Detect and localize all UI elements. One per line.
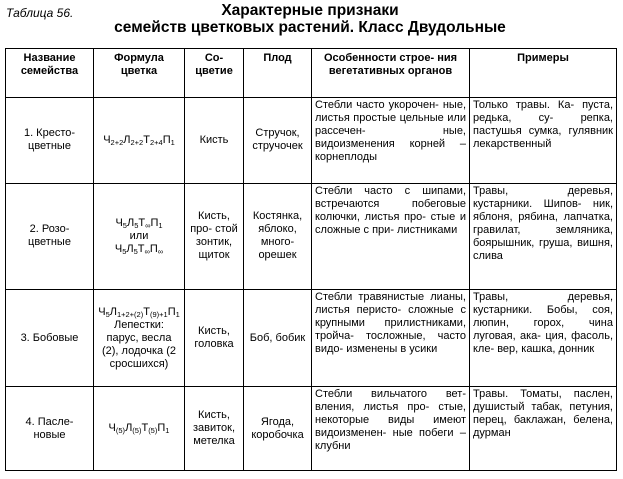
table-row [6, 387, 617, 471]
family-name: 1. Кресто- цветные [6, 98, 94, 184]
header-inflorescence: Со- цветие [185, 49, 244, 98]
inflorescence: Кисть, головка [185, 290, 244, 387]
family-name: 3. Бобовые [6, 290, 94, 387]
table-row [6, 290, 617, 387]
inflorescence: Кисть, про- стой зонтик, щиток [185, 183, 244, 289]
petals-note: Лепестки: парус, весла (2), лодочка (2 сросшихся) [101, 318, 176, 370]
flower-formula: $Ч_{2+2}Л_{2+2}Т_{2+4}П_1$ [94, 98, 185, 184]
header-name: Название семейства [6, 49, 94, 98]
table-row [6, 183, 617, 289]
inflorescence: Кисть [185, 98, 244, 184]
vegetative-features: Стебли часто укорочен- ные, листья простые цельные или рассечен- ные, видоизменения корней – корнеплоды [312, 98, 470, 184]
examples: Только травы. Ка- пуста, редька, су- репка, пастушья сумка, гулявник лекарственный [470, 98, 617, 184]
family-name: 2. Розо- цветные [6, 183, 94, 289]
flower-formula: $Ч_5Л_5Т_\infty П_1$ или $Ч_5Л_5Т_\infty П_\infty$ [94, 183, 185, 289]
examples: Травы, деревья, кустарники. Бобы, соя, люпин, горох, чина луговая, ака- ция, фасоль, кле- вер, кашка, донник [470, 290, 617, 387]
title-line-1: Характерные признаки [221, 2, 399, 19]
flower-formula: $Ч_5Л_{1+2+(2)}Т_{(9)+1}П_1$ Лепестки: парус, весла (2), лодочка (2 сросшихся) [94, 290, 185, 387]
table-row [6, 98, 617, 184]
fruit: Ягода, коробочка [244, 387, 312, 471]
page-title [90, 2, 530, 36]
inflorescence: Кисть, завиток, метелка [185, 387, 244, 471]
examples: Травы. Томаты, паслен, душистый табак, петуния, перец, баклажан, белена, дурман [470, 387, 617, 471]
header-row [6, 49, 617, 98]
header-fruit: Плод [244, 49, 312, 98]
table-label: Таблица 56. [6, 6, 74, 20]
families-table [5, 48, 617, 471]
header-vegetative: Особенности строе- ния вегетативных органов [312, 49, 470, 98]
header-examples: Примеры [470, 49, 617, 98]
fruit: Боб, бобик [244, 290, 312, 387]
vegetative-features: Стебли вильчатого вет- вления, листья про- стые, некоторые виды имеют видоизменен- ные побеги – клубни [312, 387, 470, 471]
fruit: Костянка, яблоко, много- орешек [244, 183, 312, 289]
vegetative-features: Стебли травянистые лианы, листья перисто- сложные с крупными прилистниками, тройча- тосложные, часто видо- изменены в усики [312, 290, 470, 387]
header-formula: Формула цветка [94, 49, 185, 98]
examples: Травы, деревья, кустарники. Шипов- ник, яблоня, рябина, лапчатка, гравилат, земляника, боярышник, груша, вишня, слива [470, 183, 617, 289]
fruit: Стручок, стручочек [244, 98, 312, 184]
title-line-2: семейств цветковых растений. Класс Двудольные [114, 19, 506, 36]
vegetative-features: Стебли часто с шипами, встречаются побеговые колючки, листья про- стые и сложные с при- листниками [312, 183, 470, 289]
family-name: 4. Пасле- новые [6, 387, 94, 471]
flower-formula: $Ч_{(5)}Л_{(5)}Т_{(5)}П_1$ [94, 387, 185, 471]
